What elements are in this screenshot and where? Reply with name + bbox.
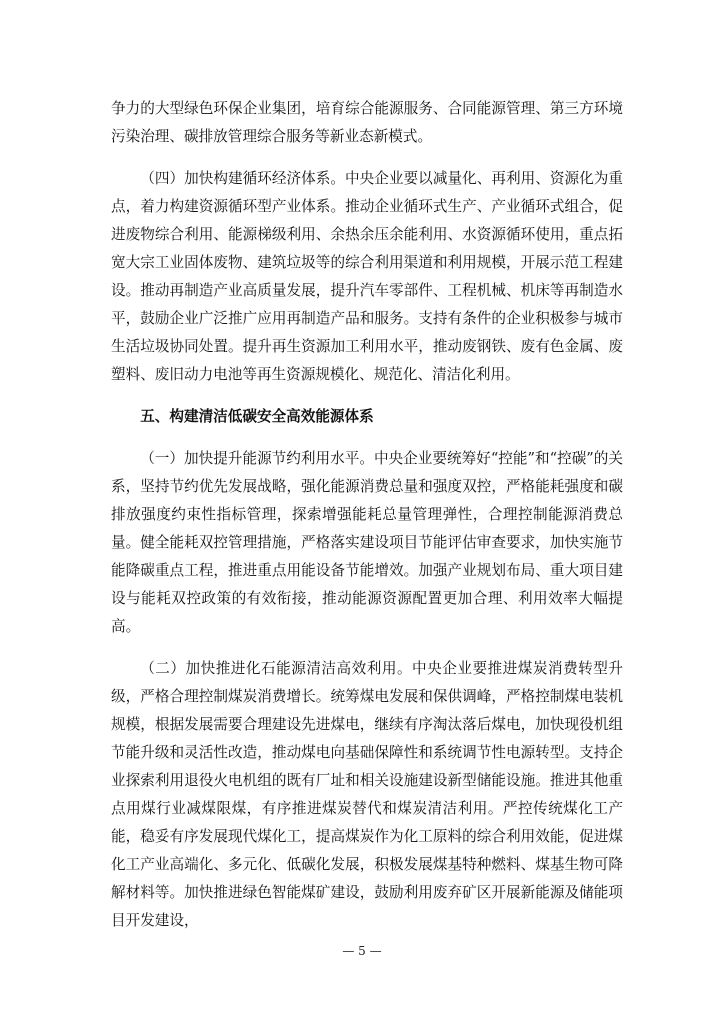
section-heading-energy-system: 五、构建清洁低碳安全高效能源体系 xyxy=(140,408,374,425)
document-body xyxy=(111,95,623,935)
paragraph-continuation: 争力的大型绿色环保企业集团，培育综合能源服务、合同能源管理、第三方环境污染治理、碳排放管理综合服务等新业态新模式。 xyxy=(111,100,623,145)
paragraph-circular-economy: （四）加快构建循环经济体系。中央企业要以减量化、再利用、资源化为重点，着力构建资源循环型产业体系。推动企业循环式生产、产业循环式组合，促进废物综合利用、能源梯级利用、余热余压余能利用、水资源循环使用，重点拓宽大宗工业固体废物、建筑垃圾等的综合利用渠道和利用规模，开展示范工程建设。推动再制造产业高质量发展，提升汽车零部件、工程机械、机床等再制造水平，鼓励企业广泛推广应用再制造产品和服务。支持有条件的企业积极参与城市生活垃圾协同处置。提升再生资源加工利用水平，推动废钢铁、废有色金属、废塑料、废旧动力电池等再生资源规模化、规范化、清洁化利用。 xyxy=(111,170,623,383)
page-number: — 5 — xyxy=(342,944,382,958)
paragraph-fossil-energy: （二）加快推进化石能源清洁高效利用。中央企业要推进煤炭消费转型升级，严格合理控制煤炭消费增长。统筹煤电发展和保供调峰，严格控制煤电装机规模，根据发展需要合理建设先进煤电，继续有序淘汰落后煤电，加快现役机组节能升级和灵活性改造，推动煤电向基础保障性和系统调节性电源转型。支持企业探索利用退役火电机组的既有厂址和相关设施建设新型储能设施。推进其他重点用煤行业减煤限煤，有序推进煤炭替代和煤炭清洁利用。严控传统煤化工产能，稳妥有序发展现代煤化工，提高煤炭作为化工原料的综合利用效能，促进煤化工产业高端化、多元化、低碳化发展，积极发展煤基特种燃料、煤基生物可降解材料等。加快推进绿色智能煤矿建设，鼓励利用废弃矿区开展新能源及储能项目开发建设， xyxy=(111,660,623,929)
paragraph-energy-saving: （一）加快提升能源节约利用水平。中央企业要统筹好“控能”和“控碳”的关系，坚持节约优先发展战略，强化能源消费总量和强度双控，严格能耗强度和碳排放强度约束性指标管理，探索增强能耗总量管理弹性，合理控制能源消费总量。健全能耗双控管理措施，严格落实建设项目节能评估审查要求，加快实施节能降碳重点工程，推进重点用能设备节能增效。加强产业规划布局、重大项目建设与能耗双控政策的有效衔接，推动能源资源配置更加合理、利用效率大幅提高。 xyxy=(111,450,623,635)
